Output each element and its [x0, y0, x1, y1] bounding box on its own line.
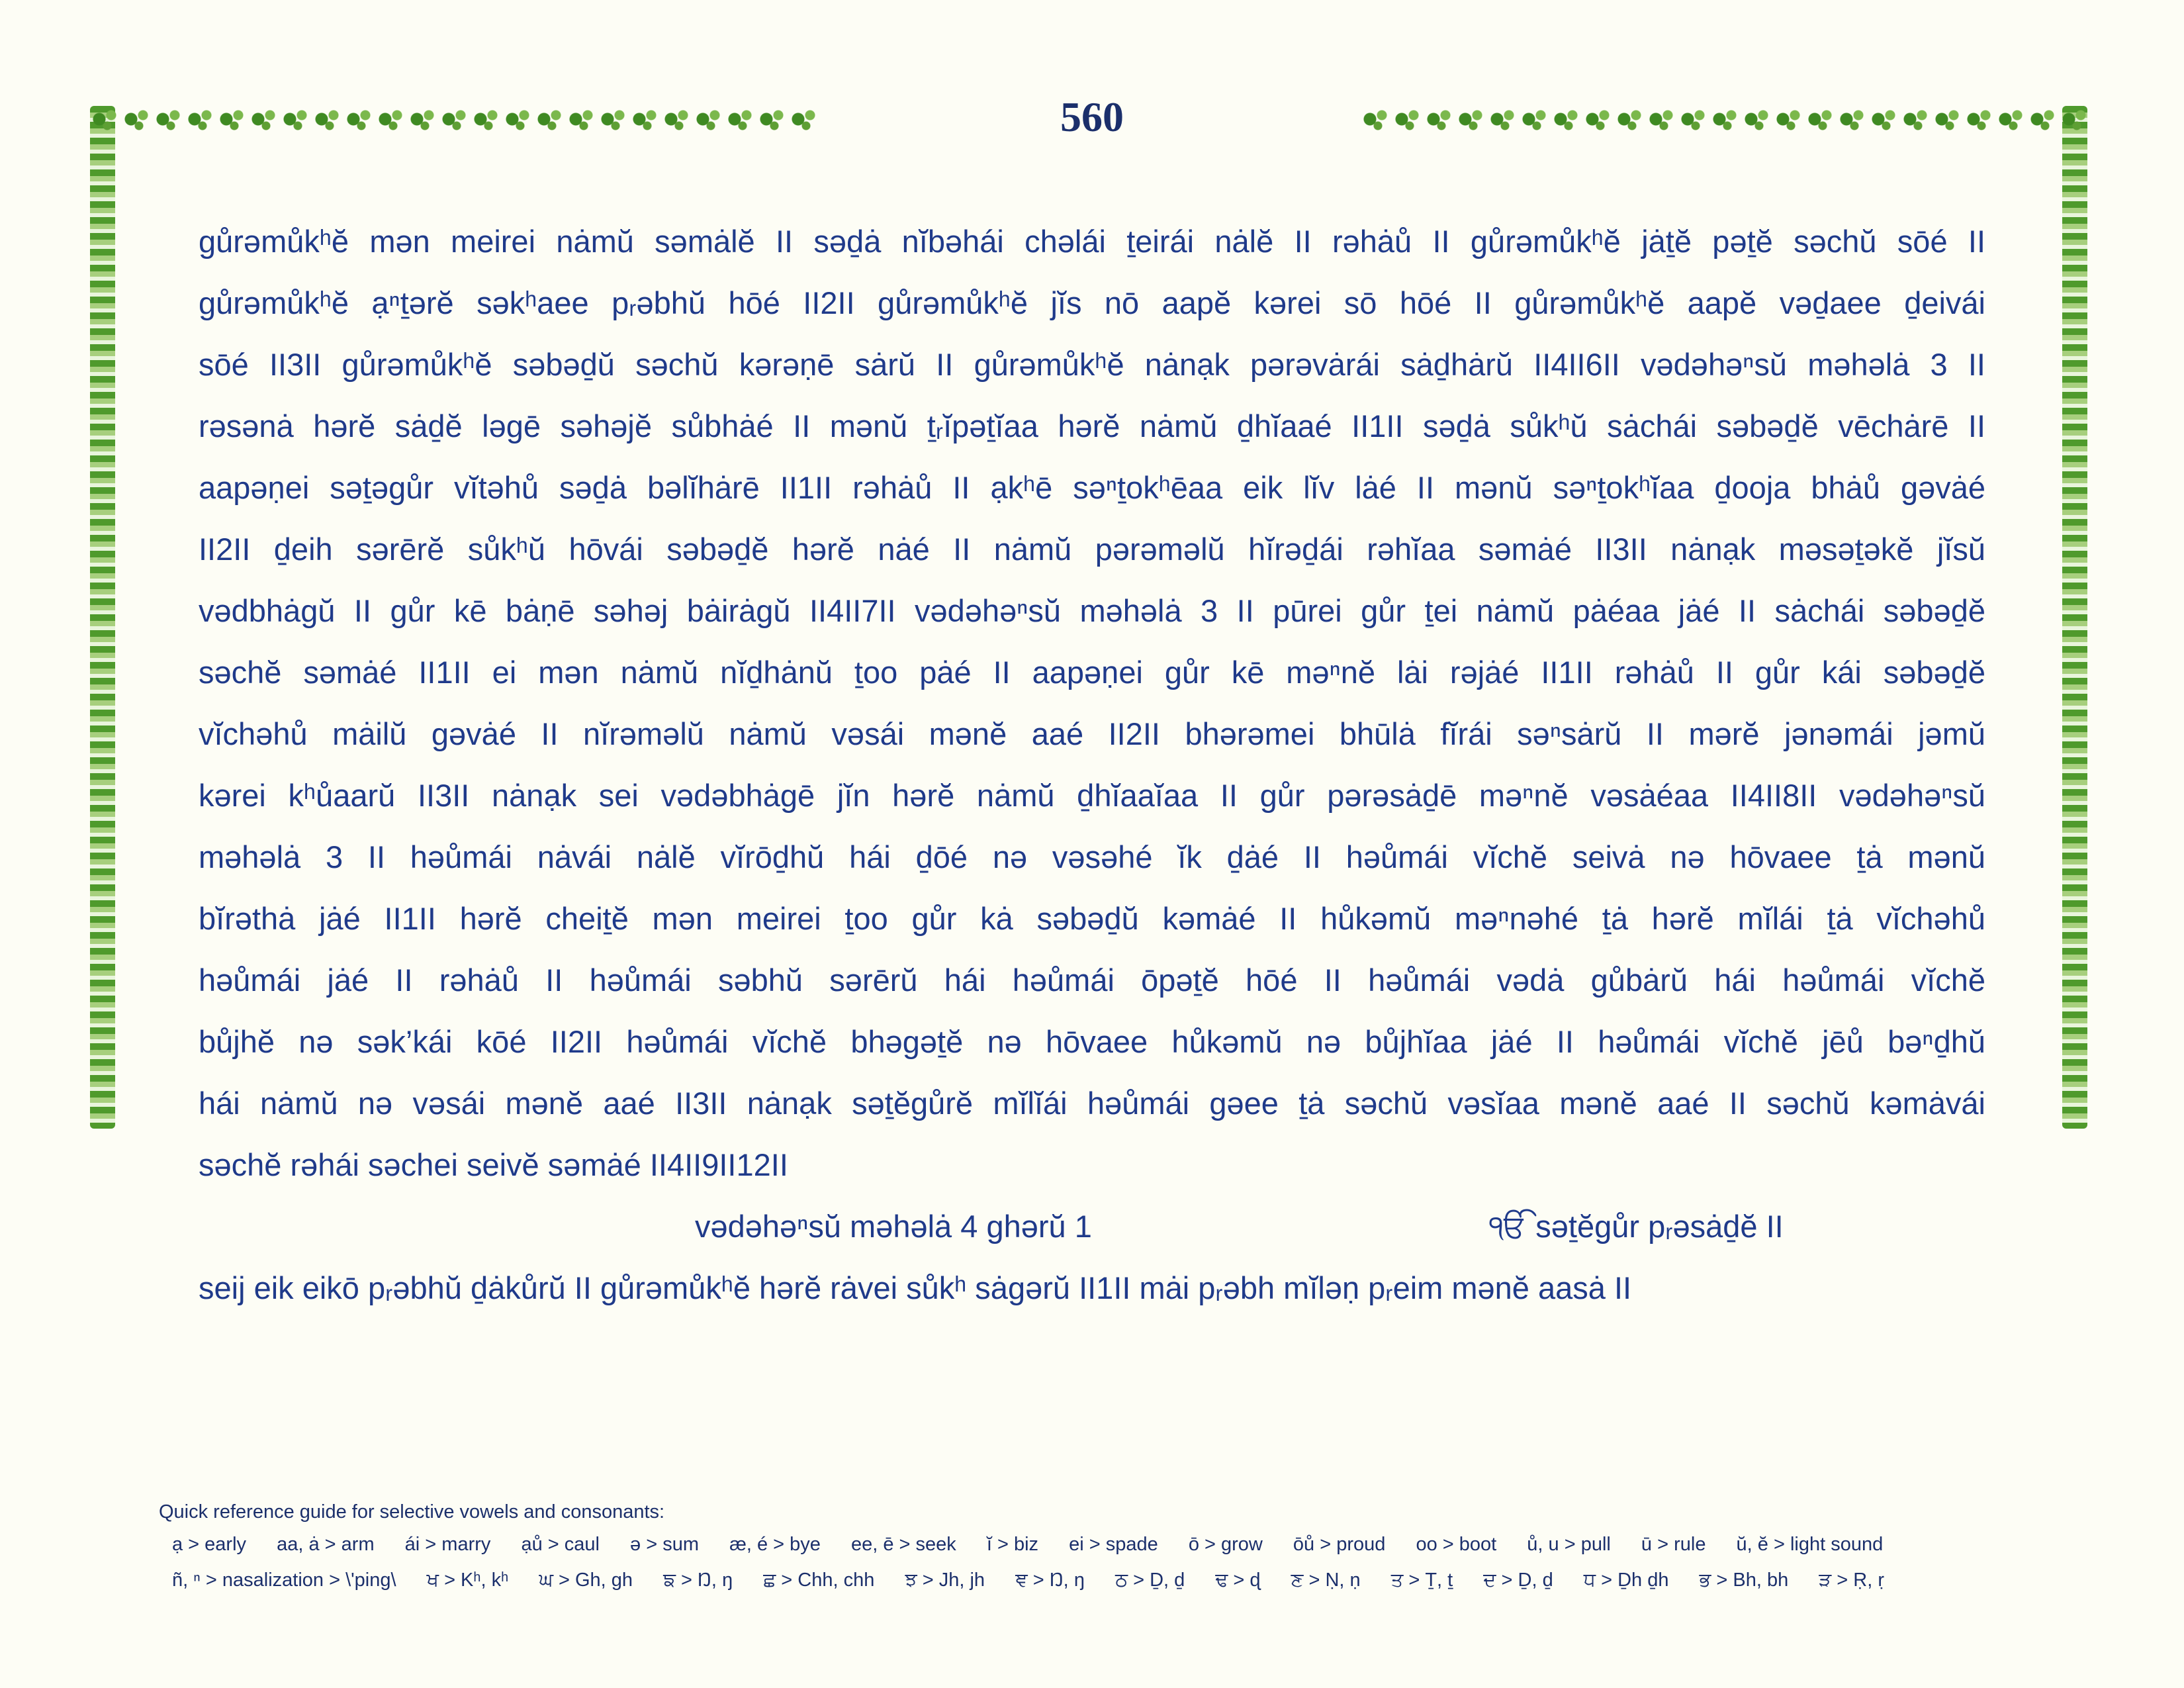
- page-number: 560: [1060, 93, 1124, 140]
- consonant-guide-item: ñ, ⁿ > nasalization > \'ping\: [172, 1570, 396, 1591]
- section-heading: [199, 1196, 1985, 1257]
- text-line: səchĕ rəhái səchei seivĕ səmȧé II4II9II12II: [199, 1147, 788, 1182]
- vowel-guide-item: aa, ȧ > arm: [277, 1534, 375, 1555]
- heading-mool-mantar-text: səṯĕgůr pᵣəsȧḏĕ II: [1535, 1209, 1784, 1244]
- text-line: gůrəmůkʰĕ mən meirei nȧmŭ səmȧlĕ II səḏȧ nĭbəhái chəlái ṯeirái nȧlĕ II rəhȧů II gůrəmůkʰĕ jȧṯĕ pəṯĕ səchŭ sōé II: [199, 224, 1985, 259]
- text-line: vədbhȧgŭ II gůr kē bȧṇē səhəj bȧirȧgŭ II4II7II vədəhəⁿsŭ məhəlȧ 3 II pūrei gůr ṯei nȧmŭ pȧéaa jȧé II sȧchái səbəḏĕ: [199, 593, 1985, 628]
- text-line: aapəṇei səṯəgůr vĭtəhů səḏȧ bəlĭhȧrē II1II rəhȧů II ạkʰē səⁿṯokʰēaa eik lĭv lȧé II mənŭ səⁿṯokʰĭaa ḏooja bhȧů gəvȧé: [199, 470, 1985, 505]
- text-line: bĭrəthȧ jȧé II1II hərĕ cheiṯĕ mən meirei ṯoo gůr kȧ səbəḏŭ kəmȧé II hůkəmŭ məⁿnəhé ṯȧ hərĕ mĭlái ṯȧ vĭchəhů: [199, 901, 1985, 936]
- vowel-guide-item: ĭ > biz: [986, 1534, 1039, 1555]
- text-line: məhəlȧ 3 II həůmái nȧvái nȧlĕ vĭrōḏhŭ hái ḏōé nə vəsəhé ĭk ḏȧé II həůmái vĭchĕ seivȧ nə hōvaee ṯȧ mənŭ: [199, 839, 1985, 874]
- consonant-guide-row: [159, 1562, 2038, 1598]
- scripture-text: [199, 211, 1985, 1319]
- vowel-guide-item: oo > boot: [1416, 1534, 1497, 1555]
- text-line: səchĕ səmȧé II1II ei mən nȧmŭ nĭḏhȧnŭ ṯoo pȧé II aapəṇei gůr kē məⁿnĕ lȧi rəjȧé II1II rəhȧů II gůr kái səbəḏĕ: [199, 655, 1985, 690]
- closing-line: seij eik eikō pᵣəbhŭ ḏȧkůrŭ II gůrəmůkʰĕ hərĕ rȧvei sůkʰ sȧgərŭ II1II mȧi pᵣəbh mĭləṇ pᵣeim mənĕ aasȧ II: [199, 1270, 1632, 1305]
- text-line: bůjhĕ nə sək’kái kōé II2II həůmái vĭchĕ bhəgəṯĕ nə hōvaee hůkəmŭ nə bůjhĭaa jȧé II həůmái vĭchĕ jēů bəⁿḏhŭ: [199, 1024, 1985, 1059]
- consonant-guide-item: ਧ > Ḏh ḏh: [1583, 1570, 1669, 1591]
- heading-raag-title: vədəhəⁿsŭ məhəlȧ 4 ghərŭ 1: [695, 1209, 1092, 1244]
- vowel-guide-item: ee, ē > seek: [850, 1534, 956, 1555]
- text-line: gůrəmůkʰĕ ạⁿṯərĕ səkʰaee pᵣəbhŭ hōé II2II gůrəmůkʰĕ jĭs nō aapĕ kərei sō hōé II gůrəmůkʰĕ aapĕ vəḏaee ḏeivái: [199, 285, 1985, 320]
- right-floral-border: [2062, 106, 2087, 1129]
- text-line: rəsənȧ hərĕ sȧḏĕ ləgē səhəjĕ sůbhȧé II mənŭ ṯᵣĭpəṯĭaa hərĕ nȧmŭ ḏhĭaaé II1II səḏȧ sůkʰŭ sȧchái səbəḏĕ vēchȧrē II: [199, 408, 1985, 444]
- vowel-guide-item: ạů > caul: [521, 1534, 600, 1555]
- vowel-guide-item: ə > sum: [630, 1534, 700, 1555]
- consonant-guide-item: ਢ > ɖ: [1215, 1570, 1261, 1591]
- consonant-guide-item: ਙ > Ŋ, ŋ: [663, 1570, 733, 1591]
- consonant-guide-item: ਭ > Bh, bh: [1699, 1570, 1789, 1591]
- vowel-guide-row: [159, 1526, 2038, 1562]
- vowel-guide-item: ŭ, ĕ > light sound: [1736, 1534, 1884, 1555]
- reference-guide-title: Quick reference guide for selective vowels and consonants:: [159, 1501, 665, 1523]
- vowel-guide-item: ei > spade: [1069, 1534, 1158, 1555]
- text-line: vĭchəhů mȧilŭ gəvȧé II nĭrəməlŭ nȧmŭ vəsái mənĕ aaé II2II bhərəmei bhūlȧ fĭrái səⁿsȧrŭ II mərĕ jənəmái jəmŭ: [199, 716, 1985, 751]
- consonant-guide-item: ਛ > Chh, chh: [763, 1570, 875, 1591]
- reference-guide: [159, 1497, 2038, 1598]
- consonant-guide-item: ਖ > Kʰ, kʰ: [426, 1570, 509, 1591]
- text-line: kərei kʰůaarŭ II3II nȧnạk sei vədəbhȧgē jĭn hərĕ nȧmŭ ḏhĭaaĭaa II gůr pərəsȧḏē məⁿnĕ vəsȧéaa II4II8II vədəhəⁿsŭ: [199, 778, 1985, 813]
- text-line: hái nȧmŭ nə vəsái mənĕ aaé II3II nȧnạk səṯĕgůrĕ mĭlĭái həůmái gəee ṯȧ səchŭ vəsĭaa mənĕ aaé II səchŭ kəmȧvái: [199, 1086, 1985, 1121]
- text-line: sōé II3II gůrəmůkʰĕ səbəḏŭ səchŭ kərəṇē sȧrŭ II gůrəmůkʰĕ nȧnạk pərəvȧrái sȧḏhȧrŭ II4II6II vədəhəⁿsŭ məhəlȧ 3 II: [199, 347, 1985, 382]
- vowel-guide-item: ōů > proud: [1293, 1534, 1386, 1555]
- vowel-guide-item: æ, é > bye: [729, 1534, 821, 1555]
- consonant-guide-item: ਦ > Ḏ, ḏ: [1483, 1570, 1553, 1591]
- ik-onkar-symbol: ੴ: [1489, 1209, 1527, 1244]
- consonant-guide-item: ਘ > Gh, gh: [539, 1570, 633, 1591]
- left-floral-border: [90, 106, 115, 1129]
- vowel-guide-item: ái > marry: [404, 1534, 491, 1555]
- vowel-guide-item: ō > grow: [1188, 1534, 1263, 1555]
- text-line: II2II ḏeih sərērĕ sůkʰŭ hōvái səbəḏĕ hərĕ nȧé II nȧmŭ pərəməlŭ hĭrəḏái rəhĭaa səmȧé II3II nȧnạk məsəṯəkĕ jĭsŭ: [199, 532, 1985, 567]
- text-line: həůmái jȧé II rəhȧů II həůmái səbhŭ sərērŭ hái həůmái ōpəṯĕ hōé II həůmái vədȧ gůbȧrŭ hái həůmái vĭchĕ: [199, 962, 1985, 998]
- consonant-guide-item: ੜ > Ṛ, ṛ: [1819, 1570, 1884, 1591]
- consonant-guide-item: ਠ > Ḏ, ḏ: [1115, 1570, 1185, 1591]
- vowel-guide-item: ū > rule: [1641, 1534, 1706, 1555]
- consonant-guide-item: ਝ > Jh, jh: [905, 1570, 985, 1591]
- consonant-guide-item: ਣ > Ṇ, ṇ: [1291, 1570, 1361, 1591]
- consonant-guide-item: ਞ > Ŋ, ŋ: [1015, 1570, 1085, 1591]
- vowel-guide-item: ạ > early: [172, 1534, 247, 1555]
- vowel-guide-item: ů, u > pull: [1527, 1534, 1611, 1555]
- heading-mool-mantar: [1489, 1196, 1784, 1257]
- consonant-guide-item: ਤ > Ṯ, ṯ: [1390, 1570, 1453, 1591]
